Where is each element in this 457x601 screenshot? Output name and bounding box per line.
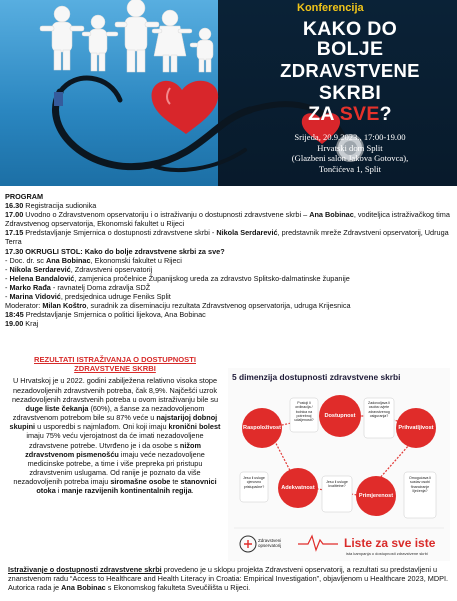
dimension-question: Postoji li ordinacija / bolnica na potrebnoj udaljenosti?	[294, 401, 314, 423]
campaign-subtitle: ista kampanja o dostupnosti zdravstvene skrbi	[346, 551, 428, 556]
brand-part-1: Liste za sve	[344, 536, 412, 550]
panelist-affiliation: , predsjednica udruge Feniks Split	[60, 292, 171, 302]
program-item	[5, 319, 452, 328]
research-text: imaju 75% veću vjerojatnost da će imati nezadovoljene zdravstvene potrebe. Utvrđeno je i da osobe s	[26, 431, 204, 450]
title-question-mark: ?	[379, 103, 392, 125]
moderator-name: Milan Koštro	[42, 301, 87, 311]
research-highlight: najstarijoj dobnoj skupini	[9, 413, 218, 432]
panelist-item	[5, 256, 452, 265]
program-section	[5, 192, 452, 328]
research-text: U Hrvatskoj je u 2022. godini zabilježena relativno visoka stope nezadovoljenih zdravstvenih potreba, čak 8,9%. Najčešći uzrok nezadovoljenih zdravstvenih potreba u ovom istraživanju bile su	[11, 376, 219, 404]
campaign-brand	[344, 536, 435, 550]
infographic-title: 5 dimenzija dostupnosti zdravstvene skrbi	[232, 372, 401, 382]
moderator-affiliation: , suradnik za diseminaciju rezultata Zdravstvenog opservatorija, udruga Krijesnica	[86, 301, 351, 311]
brand-part-2: iste	[414, 536, 436, 550]
research-highlight: stanovnici otoka	[36, 477, 217, 496]
conference-title-line-4: SKRBI	[318, 82, 382, 104]
panelist-affiliation: , zamjenica pročelnice Županijskog ureda za zdravstvo Splitsko-dalmatinske županije	[74, 273, 350, 283]
research-text: u usporedbi s najmlađom. Oni koji imaju	[35, 422, 169, 432]
dimension-label-availability: Raspoloživost	[243, 425, 281, 431]
program-text: Predstavljanje Smjernica o politici lijekova, Ana Bobinac	[23, 310, 206, 320]
program-time: 19.00	[5, 319, 24, 329]
panelist-name: Helena Bandalović	[9, 273, 75, 283]
moderator-label: Moderator:	[5, 301, 43, 311]
access-dimensions-infographic	[228, 368, 450, 561]
program-time: 17.15	[5, 228, 24, 238]
research-text: i	[55, 486, 62, 496]
conference-title-line-5	[248, 103, 452, 125]
speaker-name: Ana Bobinac	[309, 210, 354, 220]
conference-title-line-2: BOLJE	[316, 38, 384, 60]
panelist-item	[5, 292, 452, 301]
research-highlight: duge liste čekanja	[25, 403, 89, 413]
panelist-name: Ana Bobinac	[45, 255, 91, 265]
source-text: s Ekonomskog fakulteta Sveučilišta u Rijeci.	[105, 583, 251, 593]
org-name-line-2: opservatorij	[258, 543, 282, 548]
dimension-question: Jesu li usluge cjenovno pristupačne?	[243, 476, 265, 489]
health-observatory-logo-icon	[240, 536, 256, 552]
research-title: REZULTATI ISTRAŽIVANJA O DOSTUPNOSTI ZDRAVSTVENE SKRBI	[34, 355, 196, 374]
panelist-prefix: - Doc. dr. sc	[5, 255, 46, 265]
panelist-prefix: -	[5, 282, 10, 292]
family-paper-cutout-icon	[40, 0, 213, 72]
event-info	[250, 132, 450, 174]
source-text: provedeno je u sklopu projekta Zdravstveni opservatorij, a rezultati su predstavljeni u znanstvenom radu “Access to Healthcare and Health Literacy in Croatia: Empirical Investigation”, objavljenom u Healthcare 2023, MDPI. Autorica rada je	[8, 565, 449, 593]
moderator-item	[5, 301, 452, 310]
event-date-time: Srijeda, 20.9.2023., 17:00-19.00	[294, 132, 406, 142]
panelist-item	[5, 265, 452, 274]
dimension-question: Omogućava li sustav osobi financiranje liječenja?	[409, 476, 431, 493]
research-body	[8, 376, 222, 495]
research-source-paragraph	[8, 565, 452, 592]
panelist-affiliation: , Zdravstveni opservatorij	[70, 264, 153, 274]
dimension-label-appropriateness: Primjerenost	[358, 493, 394, 499]
dimension-label-adequacy: Adekvatnost	[281, 485, 315, 491]
program-item	[5, 310, 452, 319]
panelist-name: Nikola Serdarević	[9, 264, 71, 274]
event-venue-hall: (Glazbeni salon Jakova Gotovca),	[291, 153, 409, 163]
program-text: Predstavljanje Smjernica o dostupnosti zdravstvene skrbi -	[23, 228, 217, 238]
program-text: Registracija sudionika	[23, 201, 97, 211]
event-venue-address: Tončićeva 1, Split	[318, 163, 382, 174]
program-text: Kraj	[23, 319, 39, 329]
author-name: Ana Bobinac	[61, 583, 106, 593]
infographic-diagram	[228, 368, 450, 561]
panelist-prefix: -	[5, 292, 10, 302]
program-item	[5, 201, 452, 210]
panelist-item	[5, 274, 452, 283]
panelist-name: Marina Vidović	[9, 292, 61, 302]
org-name-line-1: Zdravstveni	[258, 538, 282, 543]
hero-banner	[0, 0, 457, 186]
speaker-name: Nikola Serdarević	[216, 228, 278, 238]
research-text: .	[191, 486, 194, 496]
heartbeat-icon	[298, 536, 338, 550]
panelist-name: Marko Rađa	[9, 282, 51, 292]
research-results-section	[8, 355, 222, 495]
panelist-item	[5, 283, 452, 292]
observatory-logo-text	[258, 538, 281, 548]
source-lead: Istraživanje o dostupnosti zdravstvene skrbi	[8, 565, 162, 574]
title-sve: SVE	[339, 103, 380, 125]
program-item	[5, 210, 452, 228]
panelist-prefix: -	[5, 273, 10, 283]
program-text: , voditeljica istraživačkog tima Zdravstvenog opservatorija, Ekonomski fakultet u Rijeci	[5, 210, 450, 229]
program-item	[5, 228, 452, 246]
research-highlight: siromašne osobe	[110, 477, 171, 487]
panelist-prefix: -	[5, 264, 10, 274]
program-time: 16.30	[5, 201, 24, 211]
program-heading: PROGRAM	[5, 192, 44, 201]
round-table-heading: 17.30 OKRUGLI STOL: Kako do bolje zdravstvene skrbi za sve?	[5, 246, 225, 256]
research-highlight: kronični bolest	[168, 422, 221, 432]
stethoscope-ear-tip-icon	[54, 92, 63, 106]
panelist-affiliation: , Ekonomski fakultet u Rijeci	[90, 255, 182, 265]
dimension-label-accessibility: Dostupnost	[324, 413, 356, 419]
research-highlight: nižom zdravstvenom pismenošću	[25, 440, 201, 459]
dimension-label-acceptability: Prihvatljivost	[398, 425, 434, 431]
research-text: (60%), a šanse za nezadovoljenom zdravstvenom potrebom bile su 87% veće u	[12, 403, 205, 423]
program-time: 17.00	[5, 210, 24, 220]
research-highlight: manje razvijenih kontinentalnih regija	[61, 486, 192, 496]
event-venue-name: Hrvatski dom Split	[317, 142, 383, 153]
program-text: , predstavnik mreže Zdravstveni opservatorij, Udruga Terra	[5, 228, 449, 247]
conference-title-line-1: KAKO DO	[302, 18, 398, 40]
conference-label: Konferencija	[297, 2, 364, 14]
title-za: ZA	[308, 103, 340, 125]
panelist-affiliation: - ravnatelj Doma zdravlja SDŽ	[50, 282, 151, 292]
program-time: 18:45	[5, 310, 24, 320]
dimension-question: Zadovoljava li osoba uvjete zdravstvenog osiguranja?	[368, 401, 390, 418]
conference-title-line-3: ZDRAVSTVENE	[280, 60, 420, 81]
research-text: te	[170, 477, 181, 487]
dimension-question: Jesu li usluge kvalitetne?	[326, 480, 348, 489]
research-text: imaju veće nezadovoljene medicinske potrebe, a time i više prepreka pri pristupu zdravstvenim uslugama. Od ranije je poznato da više nezadovoljenih potreba imaju	[13, 449, 205, 487]
program-text: Uvodno o Zdravstvenom opservatoriju i o istraživanju o dostupnosti zdravstvene skrbi –	[23, 210, 310, 220]
